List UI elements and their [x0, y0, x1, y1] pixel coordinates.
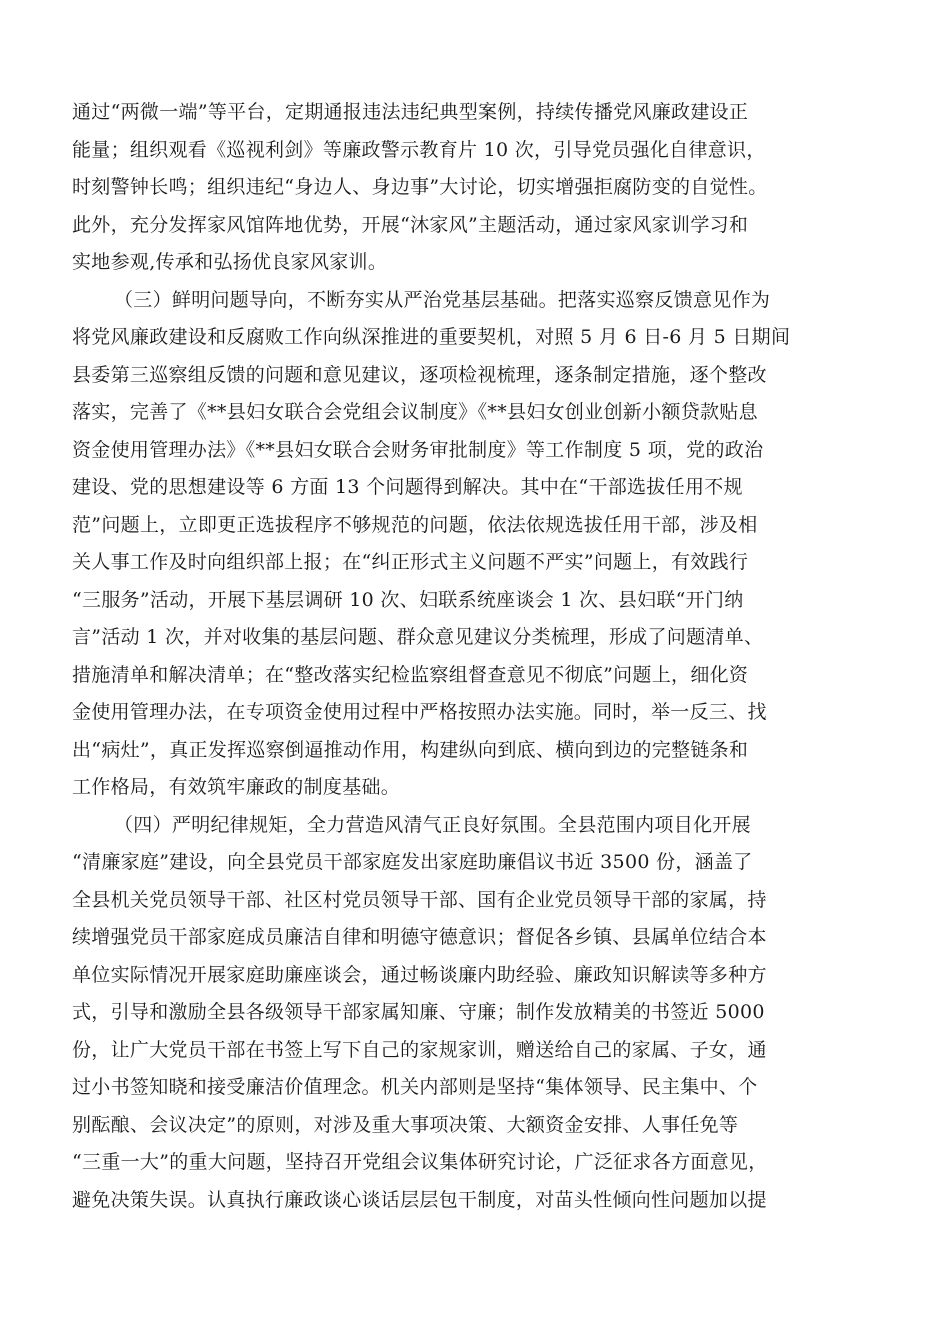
text-line: 时刻警钟长鸣；组织违纪“身边人、身边事”大讨论，切实增强拒腐防变的自觉性。 — [72, 176, 768, 198]
text-line: 单位实际情况开展家庭助廉座谈会，通过畅谈廉内助经验、廉政知识解读等多种方 — [72, 963, 767, 986]
text-line: 实地参观,传承和弘扬优良家风家训。 — [72, 251, 388, 273]
text-line: 能量；组织观看《巡视利剑》等廉政警示教育片 10 次，引导党员强化自律意识， — [72, 138, 766, 161]
text-line: 工作格局，有效筑牢廉政的制度基础。 — [72, 776, 401, 798]
text-line: 此外，充分发挥家风馆阵地优势，开展“沐家风”主题活动，通过家风家训学习和 — [72, 213, 749, 236]
text-line: 措施清单和解决清单；在“整改落实纪检监察组督查意见不彻底”问题上，细化资 — [72, 663, 749, 686]
text-line: 关人事工作及时向组织部上报；在“纠正形式主义问题不严实”问题上，有效践行 — [72, 551, 749, 573]
text-line: 过小书签知晓和接受廉洁价值理念。机关内部则是坚持“集体领导、民主集中、个 — [72, 1076, 758, 1098]
document-body — [72, 94, 884, 1219]
text-line: “清廉家庭”建设，向全县党员干部家庭发出家庭助廉倡议书近 3500 份，涵盖了 — [72, 851, 753, 873]
text-line: （四）严明纪律规矩，全力营造风清气正良好氛围。全县范围内项目化开展 — [114, 813, 751, 836]
text-line: 全县机关党员领导干部、社区村党员领导干部、国有企业党员领导干部的家属，持 — [72, 888, 767, 911]
text-line: 言”活动 1 次，并对收集的基层问题、群众意见建议分类梳理，形成了问题清单、 — [72, 626, 764, 648]
text-line: 将党风廉政建设和反腐败工作向纵深推进的重要契机，对照 5 月 6 日-6 月 5 日期间 — [72, 326, 791, 348]
text-line: 别酝酿、会议决定”的原则，对涉及重大事项决策、大额资金安排、人事任免等 — [72, 1113, 739, 1136]
text-line: 落实，完善了《**县妇女联合会党组会议制度》《**县妇女创业创新小额贷款贴息 — [72, 401, 758, 423]
text-line: 资金使用管理办法》《**县妇女联合会财务审批制度》等工作制度 5 项，党的政治 — [72, 438, 764, 461]
text-line: 出“病灶”，真正发挥巡察倒逼推动作用，构建纵向到底、横向到边的完整链条和 — [72, 738, 749, 761]
text-line: （三）鲜明问题导向，不断夯实从严治党基层基础。把落实巡察反馈意见作为 — [114, 288, 771, 311]
text-line: 续增强党员干部家庭成员廉洁自律和明德守德意识；督促各乡镇、县属单位结合本 — [72, 926, 767, 948]
text-line: 范”问题上，立即更正选拔程序不够规范的问题，依法依规选拔任用干部，涉及相 — [72, 513, 758, 536]
text-line: 建设、党的思想建设等 6 方面 13 个问题得到解决。其中在“干部选拔任用不规 — [72, 476, 743, 498]
text-line: 通过“两微一端”等平台，定期通报违法违纪典型案例，持续传播党风廉政建设正 — [72, 101, 749, 123]
text-line: 式，引导和激励全县各级领导干部家属知廉、守廉；制作发放精美的书签近 5000 — [72, 1001, 765, 1023]
text-line: 避免决策失误。认真执行廉政谈心谈话层层包干制度，对苗头性倾向性问题加以提 — [72, 1188, 767, 1211]
text-line: 金使用管理办法，在专项资金使用过程中严格按照办法实施。同时，举一反三、找 — [72, 701, 767, 723]
text-line: “三重一大”的重大问题，坚持召开党组会议集体研究讨论，广泛征求各方面意见， — [72, 1151, 768, 1173]
text-line: “三服务”活动，开展下基层调研 10 次、妇联系统座谈会 1 次、县妇联“开门纳 — [72, 588, 744, 611]
text-line: 份，让广大党员干部在书签上写下自己的家规家训，赠送给自己的家属、子女，通 — [72, 1038, 767, 1061]
text-line: 县委第三巡察组反馈的问题和意见建议，逐项检视梳理，逐条制定措施，逐个整改 — [72, 363, 767, 386]
